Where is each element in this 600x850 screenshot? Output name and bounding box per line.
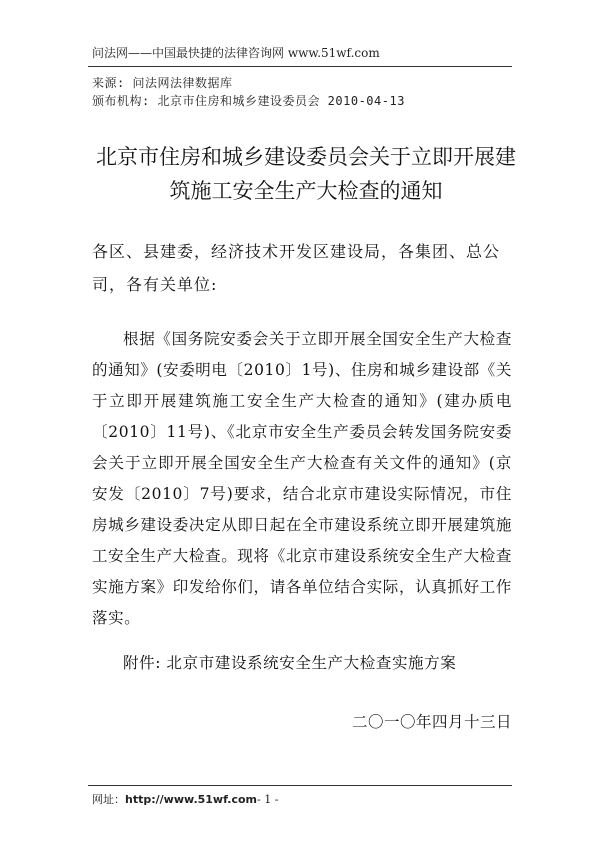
issuer-line: 颁布机构: 北京市住房和城乡建设委员会 2010-04-13: [92, 94, 405, 108]
header-divider: [88, 66, 512, 67]
document-title: 北京市住房和城乡建设委员会关于立即开展建筑施工安全生产大检查的通知: [96, 145, 516, 203]
footer-divider: [88, 785, 512, 786]
source-line: 来源: 问法网法律数据库: [92, 76, 233, 90]
attachment-line: 附件: 北京市建设系统安全生产大检查实施方案: [123, 654, 457, 672]
page-number: - 1 -: [257, 793, 279, 806]
addressee: 各区、县建委，经济技术开发区建设局，各集团、总公司，各有关单位:: [92, 242, 501, 294]
header-site-line: 问法网——中国最快捷的法律咨询网 www.51wf.com: [92, 46, 380, 60]
issue-date: 二〇一〇年四月十三日: [351, 713, 512, 731]
footer-url-link[interactable]: http://www.51wf.com: [125, 793, 257, 806]
footer: [92, 791, 278, 807]
footer-label: 网址：: [92, 793, 125, 806]
body-paragraph: 根据《国务院安委会关于立即开展全国安全生产大检查的通知》(安委明电〔2010〕1号)、住房和城乡建设部《关于立即开展建筑施工安全生产大检查的通知》(建办质电〔2010〕11号)、《北京市安全生产委员会转发国务院安委会关于立即开展全国安全生产大检查有关文件的通知》(京安发〔2010〕7号)要求，结合北京市建设实际情况，市住房城乡建设委决定从即日起在全市建设系统立即开展建筑施工安全生产大检查。现将《北京市建设系统安全生产大检查实施方案》印发给你们，请各单位结合实际，认真抓好工作落实。: [92, 330, 512, 627]
